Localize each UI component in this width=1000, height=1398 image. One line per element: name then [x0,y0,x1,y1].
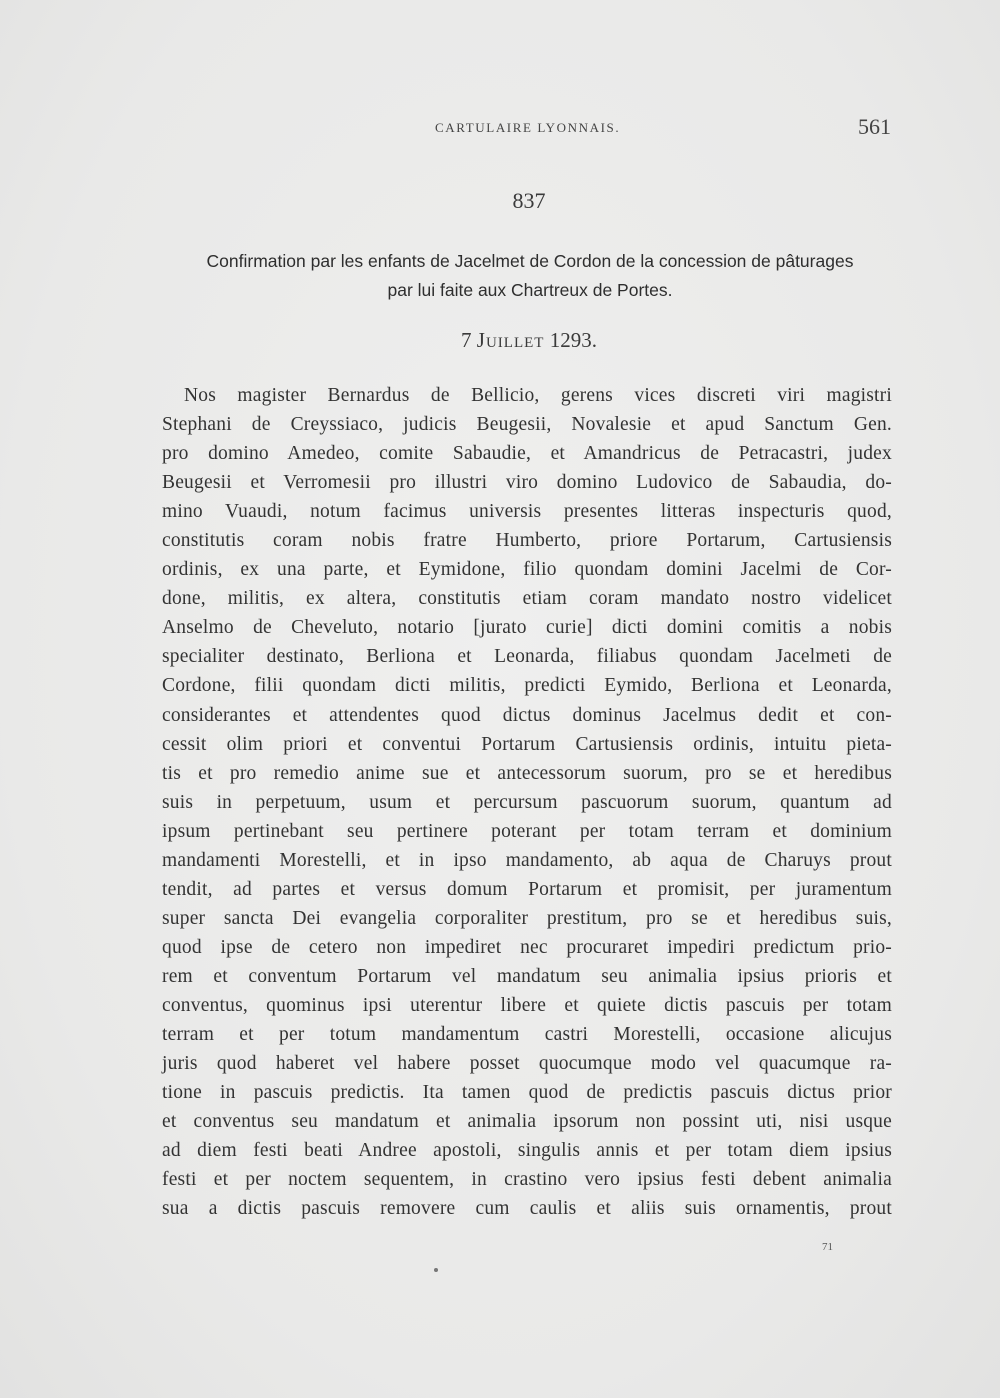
date-day: 7 [461,328,472,352]
body-line: ordinis, ex una parte, et Eymidone, filio quondam domini Jacelmi de Cor- [162,559,892,581]
body-line: super sancta Dei evangelia corporaliter prestitum, pro se et heredibus suis, [162,907,892,929]
body-line: rem et conventum Portarum vel mandatum seu animalia ipsius prioris et [162,965,892,987]
body-line: done, militis, ex altera, constitutis etiam coram mandato nostro videlicet [162,588,892,610]
body-line: sua a dictis pascuis removere cum caulis et aliis suis ornamentis, prout [162,1198,892,1220]
body-line: ipsum pertinebant seu pertinere poterant per totam terram et dominium [162,820,892,842]
running-title: CARTULAIRE LYONNAIS. [435,120,621,135]
charter-title-line: par lui faite aux Chartreux de Portes. [387,280,673,300]
charter-date [0,328,1000,353]
body-line: quod ipse de cetero non impediret nec procuraret impediri predictum prio- [162,936,892,958]
body-line: Cordone, filii quondam dicti militis, predicti Eymido, Berliona et Leonarda, [162,675,892,697]
body-line: festi et per noctem sequentem, in crastino vero ipsius festi debent animalia [162,1169,892,1191]
body-line: considerantes et attendentes quod dictus dominus Jacelmus dedit et con- [162,704,892,726]
ink-speck [434,1268,438,1272]
charter-title-line: Confirmation par les enfants de Jacelmet de Cordon de la concession de pâturages [206,251,854,271]
body-line: juris quod haberet vel habere posset quocumque modo vel quacumque ra- [162,1053,892,1075]
charter-number: 837 [512,188,546,213]
date-year: 1293. [549,328,597,352]
body-line: et conventus seu mandatum et animalia ipsorum non possint uti, nisi usque [162,1111,892,1133]
body-line: tendit, ad partes et versus domum Portarum et promisit, per juramentum [162,878,892,900]
body-line: conventus, quominus ipsi uterentur libere et quiete dictis pascuis per totam [162,994,892,1016]
body-line: Stephani de Creyssiaco, judicis Beugesii, Novalesie et apud Sanctum Gen. [162,414,892,436]
body-line: mino Vuaudi, notum facimus universis presentes litteras inspecturis quod, [162,501,892,523]
body-line: constitutis coram nobis fratre Humberto, priore Portarum, Cartusiensis [162,530,892,552]
signature-mark: 71 [822,1241,833,1253]
charter-body-text [162,381,892,1223]
body-line: tis et pro remedio anime sue et antecessorum suorum, pro se et heredibus [162,762,892,784]
body-line: tione in pascuis predictis. Ita tamen quod de predictis pascuis dictus prior [162,1082,892,1104]
body-line: specialiter destinato, Berliona et Leonarda, filiabus quondam Jacelmeti de [162,646,892,668]
running-head [0,116,1000,140]
date-month: Juillet [476,328,545,352]
body-line: pro domino Amedeo, comite Sabaudie, et Amandricus de Petracastri, judex [162,443,892,465]
body-line: cessit olim priori et conventui Portarum Cartusiensis ordinis, intuitu pieta- [162,733,892,755]
charter-title [150,247,910,305]
body-line: Anselmo de Cheveluto, notario [jurato curie] dicti domini comitis a nobis [162,617,892,639]
body-line: suis in perpetuum, usum et percursum pascuorum suorum, quantum ad [162,791,892,813]
body-line: mandamenti Morestelli, et in ipso mandamento, ab aqua de Charuys prout [162,849,892,871]
body-line: terram et per totum mandamentum castri Morestelli, occasione alicujus [162,1024,892,1046]
body-line: Nos magister Bernardus de Bellicio, gerens vices discreti viri magistri [184,385,892,406]
page-number: 561 [858,114,891,139]
body-line: ad diem festi beati Andree apostoli, singulis annis et per totam diem ipsius [162,1140,892,1162]
body-line: Beugesii et Verromesii pro illustri viro domino Ludovico de Sabaudia, do- [162,472,892,494]
